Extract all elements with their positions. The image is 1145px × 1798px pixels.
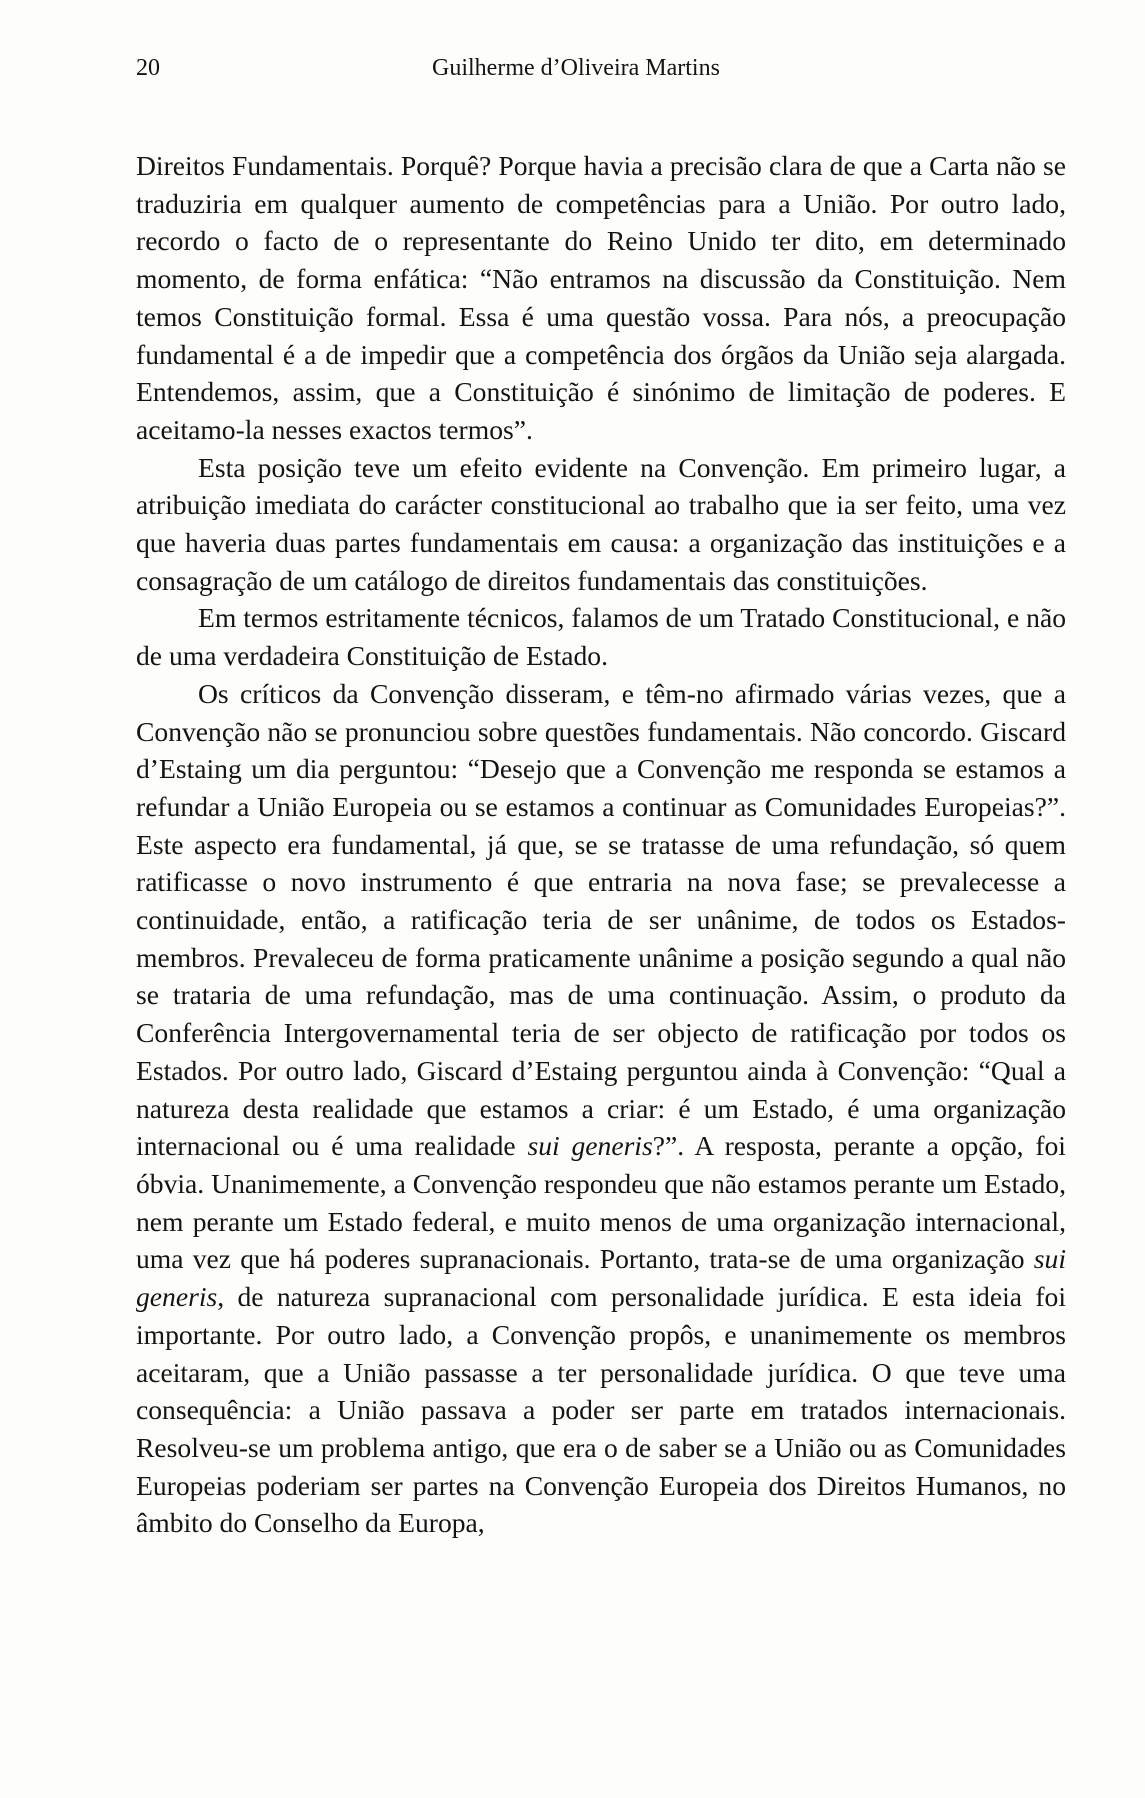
page-header: [136, 51, 1066, 85]
body-text: [136, 147, 1066, 1542]
running-head: Guilherme d’Oliveira Martins: [432, 55, 720, 81]
paragraph-3: Em termos estritamente técnicos, falamos de um Tratado Constitucional, e não de uma verdadeira Constituição de Estado.: [136, 602, 1066, 672]
paragraph-1: Direitos Fundamentais. Porquê? Porque havia a precisão clara de que a Carta não se traduziria em qualquer aumento de competências para a União. Por outro lado, recordo o facto de o representante do Reino Unido ter dito, em determinado momento, de forma enfática: “Não entramos na discussão da Constituição. Nem temos Constituição formal. Essa é uma questão vossa. Para nós, a preocupação fundamental é a de impedir que a competência dos órgãos da União seja alargada. Entendemos, assim, que a Constituição é sinónimo de limitação de poderes. E aceitamo-la nesses exactos termos”.: [136, 150, 1066, 445]
page-number: 20: [136, 55, 160, 81]
paragraph-4: Os críticos da Convenção disseram, e têm-no afirmado várias vezes, que a Convenção não se pronunciou sobre questões fundamentais. Não concordo. Giscard d’Estaing um dia perguntou: “Desejo que a Convenção me responda se estamos a refundar a União Europeia ou se estamos a continuar as Comunidades Europeias?”. Este aspecto era fundamental, já que, se se tratasse de uma refundação, só quem ratificasse o novo instrumento é que entraria na nova fase; se prevalecesse a continuidade, então, a ratificação teria de ser unânime, de todos os Estados-membros. Prevaleceu de forma praticamente unânime a posição segundo a qual não se trataria de uma refundação, mas de uma continuação. Assim, o produto da Conferência Intergovernamental teria de ser objecto de ratificação por todos os Estados. Por outro lado, Giscard d’Estaing perguntou ainda à Convenção: “Qual a natureza desta realidade que estamos a criar: é um Estado, é uma organização internacional ou é uma realidade sui generis?”. A resposta, perante a opção, foi óbvia. Unanimemente, a Convenção respondeu que não estamos perante um Estado, nem perante um Estado federal, e muito menos de uma organização internacional, uma vez que há poderes supranacionais. Portanto, trata-se de uma organização sui generis, de natureza supranacional com personalidade jurídica. E esta ideia foi importante. Por outro lado, a Convenção propôs, e unanimemente os membros aceitaram, que a União passasse a ter personalidade jurídica. O que teve uma consequência: a União passava a poder ser parte em tratados internacionais. Resolveu-se um problema antigo, que era o de saber se a União ou as Comunidades Europeias poderiam ser partes na Convenção Europeia dos Direitos Humanos, no âmbito do Conselho da Europa,: [136, 677, 1066, 1539]
paragraph-2: Esta posição teve um efeito evidente na Convenção. Em primeiro lugar, a atribuição imediata do carácter constitucional ao trabalho que ia ser feito, uma vez que haveria duas partes fundamentais em causa: a organização das instituições e a consagração de um catálogo de direitos fundamentais das constituições.: [136, 451, 1066, 596]
